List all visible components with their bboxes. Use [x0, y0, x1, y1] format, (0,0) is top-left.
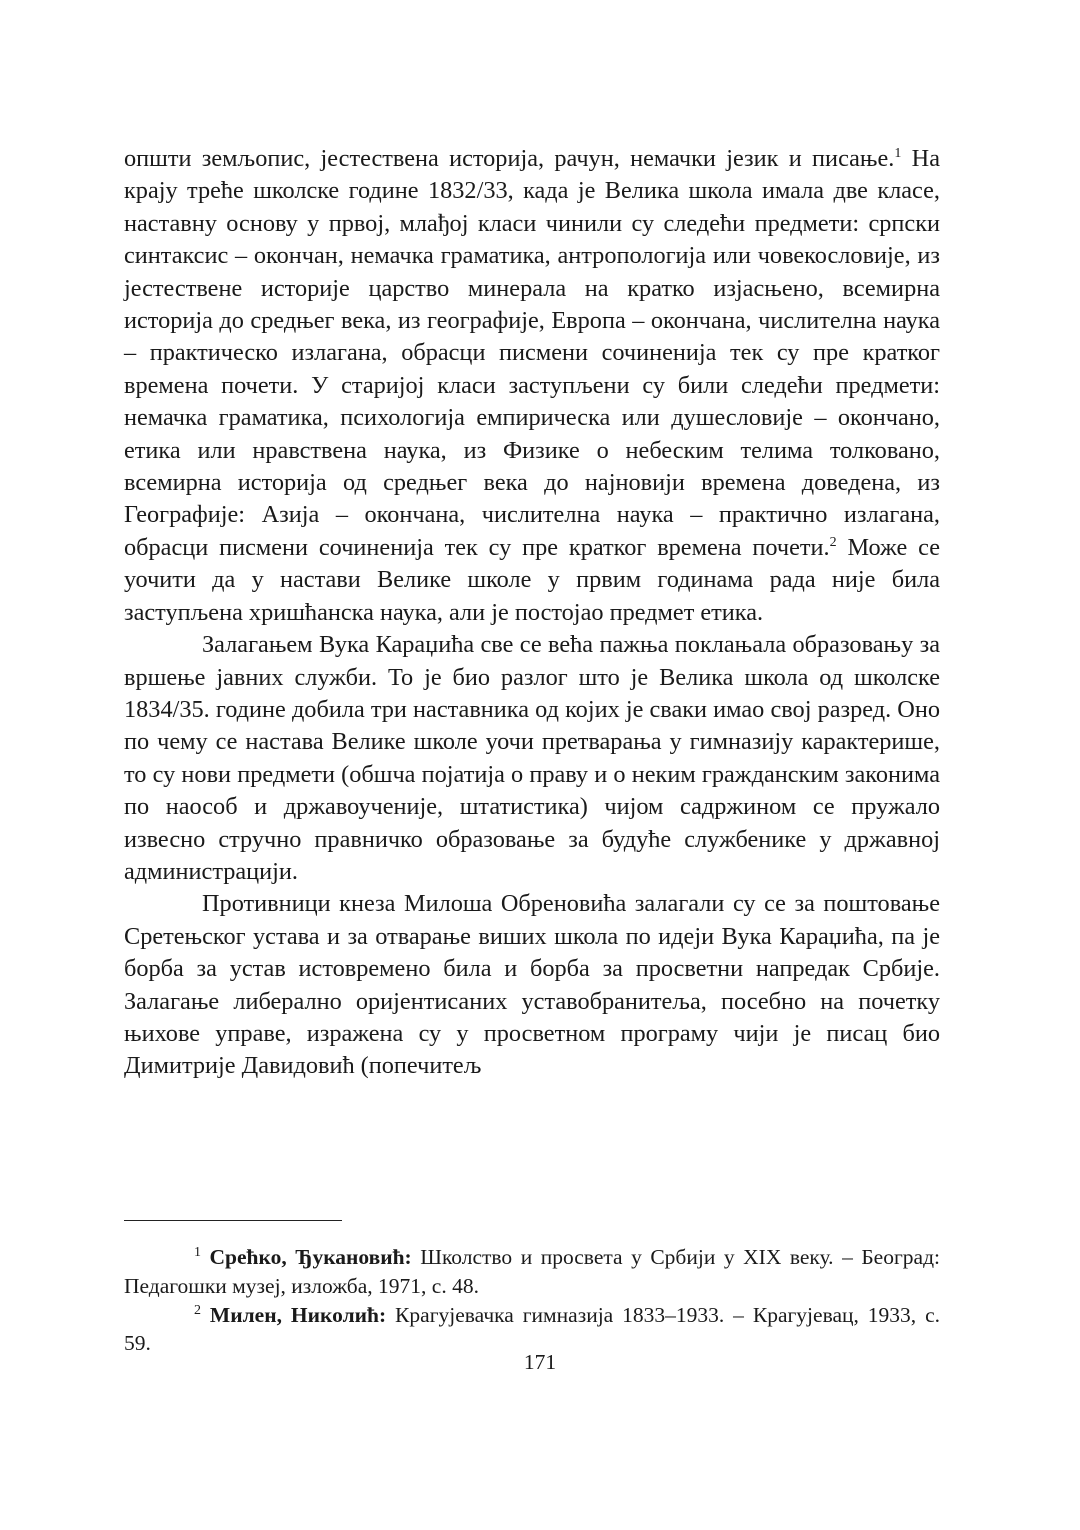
paragraph-3: Противници кнеза Милоша Обреновића залагали су се за поштовање Сретењског устава и за отварање виших школа по идеји Вука Караџића, па је борба за устав истовремено била и борба за просветни напредак Србије. Залагање либерално оријентисаних уставобранитеља, посебно на почетку њихове управе, изражена су у просветном програму чији је писац био Димитрије Давидовић (попечитељ [124, 890, 940, 1080]
footnote-2-number: 2 [194, 1302, 201, 1318]
page-number: 171 [523, 1350, 557, 1374]
footnote-separator [124, 1220, 342, 1221]
paragraph-2: Залагањем Вука Караџића све се већа пажња поклањала образовању за вршење јавних служби. То је био разлог што је Велика школа од школске 1834/35. године добила три наставника од којих је сваки имао свој разред. Оно по чему се настава Велике школе уочи претварања у гимназију карактерише, то су нови предмети (обшча појатија о праву и о неким гражданским законима по наособ и државоученије, штатистика) чијом садржином се пружало извесно стручно правничко образовање за будуће службенике у државној администрацији. [124, 631, 940, 885]
footnote-2-author: Милен, Николић: [209, 1302, 387, 1327]
footnote-ref-1[interactable]: 1 [894, 145, 902, 161]
footnote-1-text: Школство и просвета у Србији у XIX веку. – Београд: Педагошки музеј, изложба, 1971, с. 48. [124, 1245, 940, 1298]
footnote-1-author: Срећко, Ђукановић: [209, 1245, 412, 1269]
paragraph-1-part-c: Може се уочити да у настави Велике школе у првим годинама рада није била заступљена хришћанска наука, али је постојао предмет етика. [124, 533, 940, 626]
footnote-ref-2[interactable]: 2 [829, 534, 837, 550]
paragraph-1-part-b: На крају треће школске године 1832/33, када је Велика школа имала две класе, наставну основу у првој, млађој класи чинили су следећи предмети: српски синтаксис – окончан, немачка граматика, антропологија или човекословије, из јестествене историје царство минерала на кратко изјасњено, всемирна историја до средњег века, из географије, Европа – окончана, числителна наука – практическо излагана, обрасци писмени сочиненија тек су пре кратког времена почети. У старијој класи заступљени су били следећи предмети: немачка граматика, психологија емпирическа или душесловије – окончано, етика или нравствена наука, из Физике о небеским телима толковано, всемирна историја од средњег века до најновији времена доведена, из Географије: Азија – окончана, числителна наука – практично излагана, обрасци писмени сочиненија тек су пре кратког времена почети. [124, 145, 940, 561]
paragraph-1 [124, 143, 940, 629]
footnote-2-text: Крагујевачка гимназија 1833–1933. – Крагујевац, 1933, с. 59. [124, 1302, 940, 1356]
footnote-1 [124, 1243, 940, 1301]
footnote-1-number: 1 [194, 1244, 201, 1260]
footnotes [124, 1243, 940, 1358]
body-text [124, 143, 940, 1083]
paragraph-1-part-a: општи земљопис, јестествена историја, рачун, немачки језик и писање. [124, 145, 895, 172]
